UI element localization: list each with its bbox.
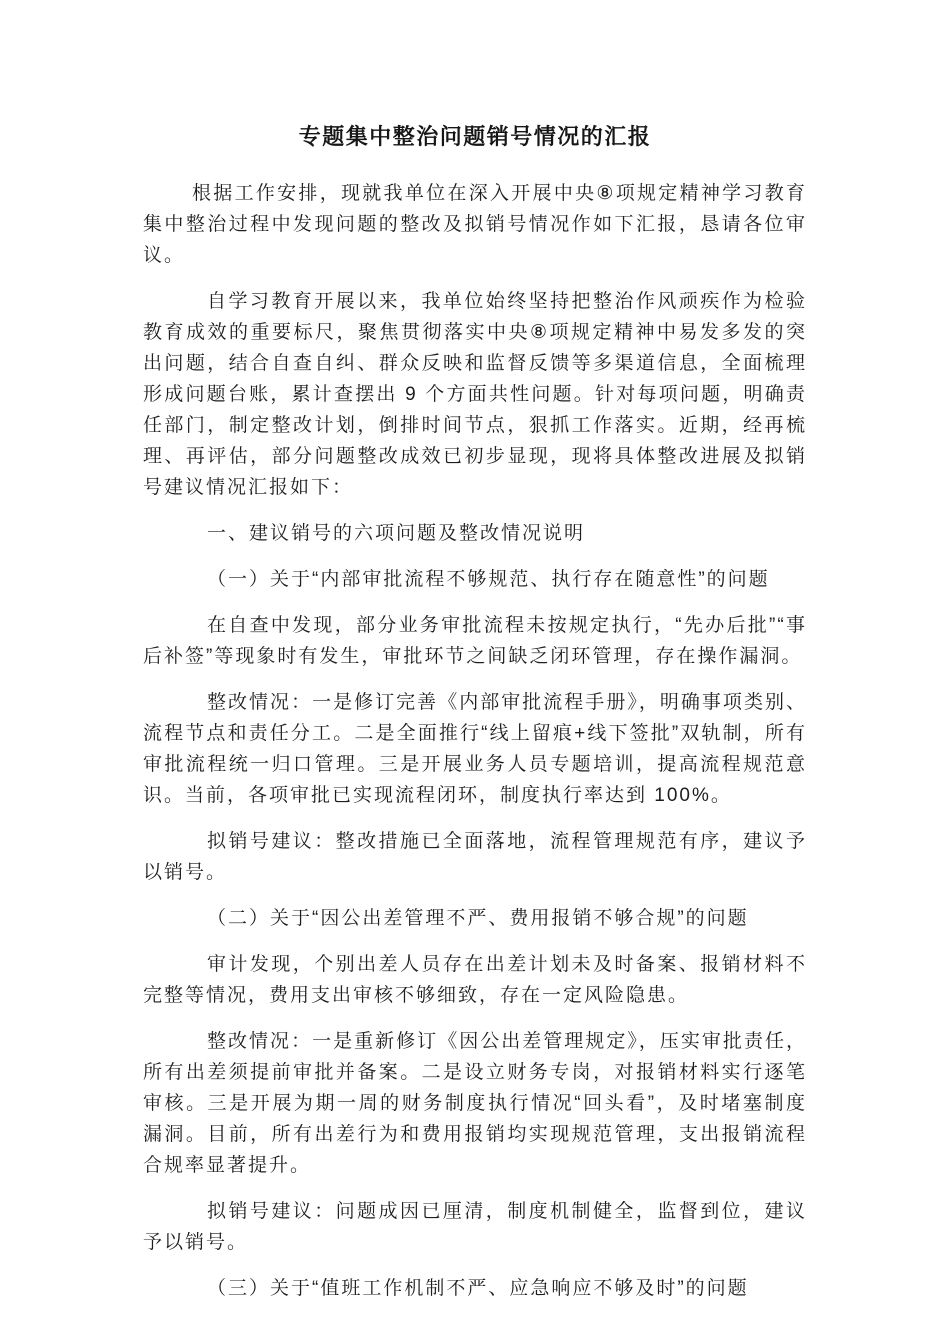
subsection-heading-1-2: （二）关于“因公出差管理不严、费用报销不够合规”的问题	[207, 908, 749, 929]
subsection-heading-1-1: （一）关于“内部审批流程不够规范、执行存在随意性”的问题	[207, 569, 770, 590]
paragraph-problem-1: 在自查中发现，部分业务审批流程未按规定执行，“先办后批”“事后补签”等现象时有发生，审批环节之间缺乏闭环管理，存在操作漏洞。	[143, 615, 807, 667]
paragraph-rectification-1: 整改情况：一是修订完善《内部审批流程手册》，明确事项类别、流程节点和责任分工。二是全面推行“线上留痕+线下签批”双轨制，所有审批流程统一归口管理。三是开展业务人员专题培训，提高流程规范意识。当前，各项审批已实现流程闭环，制度执行率达到 100%。	[143, 692, 807, 806]
paragraph-intro: 根据工作安排，现就我单位在深入开展中央⑧项规定精神学习教育集中整治过程中发现问题的整改及拟销号情况作如下汇报，恳请各位审议。	[143, 183, 807, 266]
section-heading-1: 一、建议销号的六项问题及整改情况说明	[207, 523, 586, 544]
paragraph-closure-suggestion-1: 拟销号建议：整改措施已全面落地，流程管理规范有序，建议予以销号。	[143, 831, 807, 883]
paragraph-rectification-2: 整改情况：一是重新修订《因公出差管理规定》，压实审批责任，所有出差须提前审批并备案。二是设立财务专岗，对报销材料实行逐笔审核。三是开展为期一周的财务制度执行情况“回头看”，及时堵塞制度漏洞。目前，所有出差行为和费用报销均实现规范管理，支出报销流程合规率显著提升。	[143, 1031, 807, 1176]
document-title: 专题集中整治问题销号情况的汇报	[298, 124, 652, 149]
paragraph-background: 自学习教育开展以来，我单位始终坚持把整治作风顽疾作为检验教育成效的重要标尺，聚焦贯彻落实中央⑧项规定精神中易发多发的突出问题，结合自查自纠、群众反映和监督反馈等多渠道信息，全面梳理形成问题台账，累计查摆出 9 个方面共性问题。针对每项问题，明确责任部门，制定整改计划，倒排时间节点，狠抓工作落实。近期，经再梳理、再评估，部分问题整改成效已初步显现，现将具体整改进展及拟销号建议情况汇报如下：	[143, 291, 807, 498]
subsection-heading-1-3: （三）关于“值班工作机制不严、应急响应不够及时”的问题	[207, 1278, 749, 1299]
paragraph-problem-2: 审计发现，个别出差人员存在出差计划未及时备案、报销材料不完整等情况，费用支出审核不够细致，存在一定风险隐患。	[143, 954, 807, 1006]
paragraph-closure-suggestion-2: 拟销号建议：问题成因已厘清，制度机制健全，监督到位，建议予以销号。	[143, 1201, 807, 1253]
